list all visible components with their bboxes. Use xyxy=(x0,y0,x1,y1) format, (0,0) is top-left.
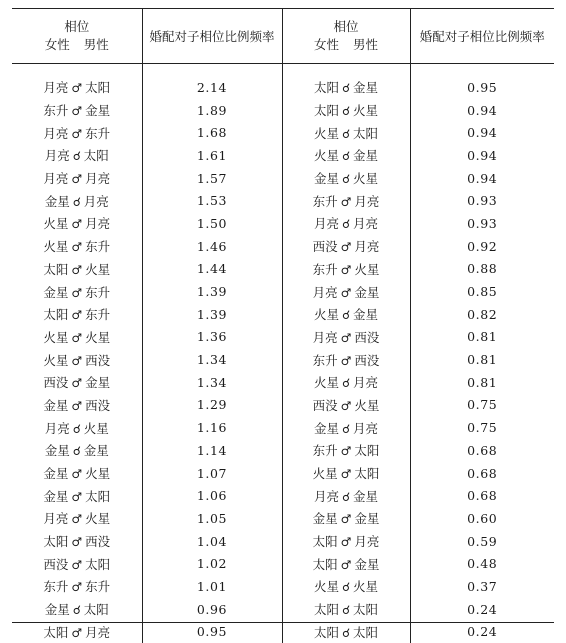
female-planet: 东升 xyxy=(313,194,338,209)
frequency-value: 0.81 xyxy=(410,371,554,394)
aspect-symbol-icon: ☌ xyxy=(342,149,350,163)
aspect-symbol-icon: ♂ xyxy=(71,308,82,322)
male-planet: 西没 xyxy=(354,353,379,368)
aspect-symbol-icon: ☌ xyxy=(73,444,81,458)
male-planet: 东升 xyxy=(85,307,110,322)
aspect-cell xyxy=(282,621,410,643)
aspect-symbol-icon: ♂ xyxy=(71,626,82,640)
aspect-cell xyxy=(282,348,410,371)
male-planet: 东升 xyxy=(85,239,110,254)
frequency-value: 0.94 xyxy=(410,99,554,122)
aspect-cell xyxy=(12,462,142,485)
frequency-value: 1.39 xyxy=(142,280,282,303)
aspect-symbol-icon: ☌ xyxy=(342,172,350,186)
female-planet: 太阳 xyxy=(43,625,68,640)
aspect-symbol-icon: ♂ xyxy=(71,354,82,368)
frequency-value: 1.34 xyxy=(142,371,282,394)
female-label: 女性 xyxy=(45,37,70,52)
male-planet: 月亮 xyxy=(85,216,110,231)
aspect-cell xyxy=(282,326,410,349)
frequency-value: 0.94 xyxy=(410,121,554,144)
female-planet: 太阳 xyxy=(314,625,339,640)
frequency-value: 0.75 xyxy=(410,416,554,439)
female-planet: 东升 xyxy=(313,353,338,368)
aspect-symbol-icon: ☌ xyxy=(342,308,350,322)
male-planet: 太阳 xyxy=(353,602,378,617)
frequency-value: 0.94 xyxy=(410,167,554,190)
table-header-row xyxy=(12,9,554,64)
table-row xyxy=(12,326,554,349)
table-row xyxy=(12,575,554,598)
frequency-value: 1.16 xyxy=(142,416,282,439)
male-planet: 金星 xyxy=(85,375,110,390)
table-row xyxy=(12,280,554,303)
spacer-row xyxy=(12,64,554,77)
aspect-cell xyxy=(282,416,410,439)
male-planet: 太阳 xyxy=(353,625,378,640)
aspect-symbol-icon: ♂ xyxy=(71,172,82,186)
female-planet: 金星 xyxy=(314,171,339,186)
aspect-symbol-icon: ☌ xyxy=(342,603,350,617)
aspect-cell xyxy=(12,99,142,122)
aspect-cell xyxy=(282,484,410,507)
frequency-value: 1.68 xyxy=(142,121,282,144)
aspect-cell xyxy=(12,258,142,281)
frequency-value: 0.68 xyxy=(410,439,554,462)
aspect-cell xyxy=(282,144,410,167)
aspect-symbol-icon: ♂ xyxy=(71,104,82,118)
male-planet: 太阳 xyxy=(85,557,110,572)
frequency-value: 1.06 xyxy=(142,484,282,507)
frequency-header-left: 婚配对子相位比例频率 xyxy=(142,9,282,64)
table-body xyxy=(12,64,554,643)
female-label: 女性 xyxy=(314,37,339,52)
aspect-cell xyxy=(12,280,142,303)
female-planet: 月亮 xyxy=(314,489,339,504)
female-planet: 火星 xyxy=(314,579,339,594)
aspect-symbol-icon: ☌ xyxy=(73,603,81,617)
female-planet: 月亮 xyxy=(313,285,338,300)
male-planet: 月亮 xyxy=(84,194,109,209)
female-planet: 月亮 xyxy=(43,126,68,141)
male-planet: 月亮 xyxy=(354,534,379,549)
female-planet: 金星 xyxy=(314,421,339,436)
aspect-symbol-icon: ☌ xyxy=(342,104,350,118)
aspect-symbol-icon: ♂ xyxy=(341,467,352,481)
male-planet: 西没 xyxy=(354,330,379,345)
frequency-value: 0.94 xyxy=(410,144,554,167)
aspect-symbol-icon: ♂ xyxy=(71,535,82,549)
frequency-value: 0.95 xyxy=(410,76,554,99)
gender-labels xyxy=(12,36,142,54)
female-planet: 火星 xyxy=(314,375,339,390)
aspect-symbol-icon: ♂ xyxy=(341,240,352,254)
frequency-value: 0.59 xyxy=(410,530,554,553)
frequency-value: 0.68 xyxy=(410,484,554,507)
aspect-symbol-icon: ♂ xyxy=(341,535,352,549)
female-planet: 金星 xyxy=(43,285,68,300)
male-planet: 月亮 xyxy=(353,375,378,390)
aspect-symbol-icon: ♂ xyxy=(71,286,82,300)
female-planet: 火星 xyxy=(43,353,68,368)
aspect-header-left xyxy=(12,9,142,64)
female-planet: 东升 xyxy=(313,443,338,458)
aspect-cell xyxy=(282,371,410,394)
aspect-cell xyxy=(12,348,142,371)
aspect-cell xyxy=(282,552,410,575)
aspect-cell xyxy=(282,99,410,122)
aspect-symbol-icon: ♂ xyxy=(71,263,82,277)
female-planet: 西没 xyxy=(313,239,338,254)
male-planet: 月亮 xyxy=(354,194,379,209)
aspect-cell xyxy=(12,598,142,621)
frequency-value: 2.14 xyxy=(142,76,282,99)
male-planet: 太阳 xyxy=(353,126,378,141)
frequency-value: 0.24 xyxy=(410,598,554,621)
aspect-symbol-icon: ☌ xyxy=(73,422,81,436)
frequency-header-right: 婚配对子相位比例频率 xyxy=(410,9,554,64)
female-planet: 太阳 xyxy=(314,80,339,95)
male-planet: 火星 xyxy=(353,171,378,186)
male-planet: 金星 xyxy=(84,443,109,458)
female-planet: 金星 xyxy=(45,602,70,617)
aspect-symbol-icon: ♂ xyxy=(71,580,82,594)
aspect-cell xyxy=(282,530,410,553)
frequency-value: 0.37 xyxy=(410,575,554,598)
aspect-symbol-icon: ♂ xyxy=(341,195,352,209)
frequency-value: 0.92 xyxy=(410,235,554,258)
frequency-value: 1.89 xyxy=(142,99,282,122)
frequency-value: 0.24 xyxy=(410,621,554,643)
frequency-value: 0.81 xyxy=(410,326,554,349)
table-row xyxy=(12,552,554,575)
aspect-cell xyxy=(282,598,410,621)
female-planet: 太阳 xyxy=(314,103,339,118)
frequency-value: 0.88 xyxy=(410,258,554,281)
female-planet: 火星 xyxy=(43,330,68,345)
male-planet: 东升 xyxy=(85,285,110,300)
table-row xyxy=(12,507,554,530)
table-row xyxy=(12,530,554,553)
male-planet: 月亮 xyxy=(353,216,378,231)
male-planet: 火星 xyxy=(84,421,109,436)
aspect-cell xyxy=(282,394,410,417)
male-planet: 太阳 xyxy=(85,80,110,95)
table-row xyxy=(12,462,554,485)
aspect-symbol-icon: ♂ xyxy=(341,558,352,572)
male-planet: 金星 xyxy=(353,307,378,322)
male-planet: 火星 xyxy=(85,262,110,277)
female-planet: 月亮 xyxy=(45,148,70,163)
table-row xyxy=(12,235,554,258)
frequency-value: 0.85 xyxy=(410,280,554,303)
aspect-cell xyxy=(12,621,142,643)
female-planet: 金星 xyxy=(45,194,70,209)
male-planet: 太阳 xyxy=(354,466,379,481)
aspect-symbol-icon: ♂ xyxy=(71,217,82,231)
aspect-header-right xyxy=(282,9,410,64)
aspect-frequency-table xyxy=(12,9,554,643)
aspect-cell xyxy=(12,303,142,326)
aspect-cell xyxy=(12,371,142,394)
frequency-value: 1.44 xyxy=(142,258,282,281)
frequency-value: 0.75 xyxy=(410,394,554,417)
aspect-symbol-icon: ♂ xyxy=(71,512,82,526)
male-planet: 太阳 xyxy=(84,602,109,617)
aspect-symbol-icon: ☌ xyxy=(342,127,350,141)
table-row xyxy=(12,371,554,394)
female-planet: 月亮 xyxy=(43,80,68,95)
male-planet: 东升 xyxy=(85,126,110,141)
aspect-symbol-icon: ☌ xyxy=(342,81,350,95)
aspect-symbol-icon: ♂ xyxy=(341,354,352,368)
aspect-cell xyxy=(12,507,142,530)
aspect-symbol-icon: ♂ xyxy=(71,127,82,141)
aspect-symbol-icon: ☌ xyxy=(342,580,350,594)
aspect-symbol-icon: ♂ xyxy=(71,376,82,390)
female-planet: 东升 xyxy=(313,262,338,277)
aspect-symbol-icon: ♂ xyxy=(71,467,82,481)
frequency-value: 0.93 xyxy=(410,189,554,212)
aspect-cell xyxy=(12,530,142,553)
aspect-cell xyxy=(12,552,142,575)
aspect-symbol-icon: ☌ xyxy=(342,490,350,504)
male-planet: 金星 xyxy=(353,80,378,95)
female-planet: 太阳 xyxy=(313,557,338,572)
aspect-cell xyxy=(12,439,142,462)
female-planet: 火星 xyxy=(314,307,339,322)
male-planet: 金星 xyxy=(354,285,379,300)
aspect-symbol-icon: ♂ xyxy=(71,331,82,345)
table-row xyxy=(12,598,554,621)
frequency-value: 0.82 xyxy=(410,303,554,326)
aspect-symbol-icon: ☌ xyxy=(342,626,350,640)
male-planet: 月亮 xyxy=(85,625,110,640)
aspect-cell xyxy=(12,575,142,598)
female-planet: 金星 xyxy=(43,466,68,481)
table-row xyxy=(12,439,554,462)
aspect-cell xyxy=(12,235,142,258)
male-planet: 月亮 xyxy=(85,171,110,186)
table-row xyxy=(12,416,554,439)
aspect-symbol-icon: ☌ xyxy=(73,195,81,209)
male-planet: 火星 xyxy=(353,103,378,118)
frequency-value: 1.36 xyxy=(142,326,282,349)
aspect-cell xyxy=(12,167,142,190)
female-planet: 太阳 xyxy=(43,534,68,549)
table-row xyxy=(12,76,554,99)
aspect-label: 相位 xyxy=(12,18,142,36)
aspect-cell xyxy=(282,121,410,144)
aspect-symbol-icon: ☌ xyxy=(73,149,81,163)
male-label: 男性 xyxy=(353,37,378,52)
frequency-value: 1.07 xyxy=(142,462,282,485)
aspect-symbol-icon: ♂ xyxy=(341,512,352,526)
aspect-symbol-icon: ☌ xyxy=(342,422,350,436)
table-row xyxy=(12,121,554,144)
male-planet: 金星 xyxy=(353,489,378,504)
female-planet: 西没 xyxy=(43,557,68,572)
male-planet: 太阳 xyxy=(84,148,109,163)
male-planet: 火星 xyxy=(85,466,110,481)
female-planet: 月亮 xyxy=(43,511,68,526)
frequency-value: 1.50 xyxy=(142,212,282,235)
female-planet: 金星 xyxy=(43,489,68,504)
aspect-symbol-icon: ♂ xyxy=(341,444,352,458)
frequency-value: 1.29 xyxy=(142,394,282,417)
aspect-cell xyxy=(12,326,142,349)
male-planet: 金星 xyxy=(354,511,379,526)
aspect-symbol-icon: ♂ xyxy=(341,263,352,277)
aspect-symbol-icon: ♂ xyxy=(341,331,352,345)
male-label: 男性 xyxy=(84,37,109,52)
aspect-cell xyxy=(282,212,410,235)
frequency-value: 1.46 xyxy=(142,235,282,258)
frequency-value: 1.57 xyxy=(142,167,282,190)
table-row xyxy=(12,167,554,190)
aspect-cell xyxy=(282,76,410,99)
frequency-value: 1.39 xyxy=(142,303,282,326)
aspect-cell xyxy=(12,144,142,167)
frequency-value: 0.48 xyxy=(410,552,554,575)
frequency-value: 0.96 xyxy=(142,598,282,621)
female-planet: 太阳 xyxy=(43,307,68,322)
frequency-value: 0.81 xyxy=(410,348,554,371)
table-row xyxy=(12,258,554,281)
table-row xyxy=(12,484,554,507)
male-planet: 金星 xyxy=(353,148,378,163)
aspect-symbol-icon: ♂ xyxy=(71,240,82,254)
frequency-value: 0.60 xyxy=(410,507,554,530)
female-planet: 月亮 xyxy=(313,330,338,345)
aspect-cell xyxy=(12,121,142,144)
male-planet: 西没 xyxy=(85,534,110,549)
male-planet: 火星 xyxy=(354,398,379,413)
frequency-value: 1.02 xyxy=(142,552,282,575)
female-planet: 太阳 xyxy=(314,602,339,617)
aspect-symbol-icon: ☌ xyxy=(342,376,350,390)
gender-labels xyxy=(283,36,410,54)
aspect-cell xyxy=(282,507,410,530)
female-planet: 东升 xyxy=(43,103,68,118)
aspect-cell xyxy=(12,189,142,212)
female-planet: 月亮 xyxy=(43,171,68,186)
aspect-cell xyxy=(282,462,410,485)
frequency-value: 0.93 xyxy=(410,212,554,235)
male-planet: 太阳 xyxy=(85,489,110,504)
frequency-table-frame xyxy=(12,8,554,623)
female-planet: 火星 xyxy=(314,126,339,141)
aspect-symbol-icon: ☌ xyxy=(342,217,350,231)
frequency-value: 1.05 xyxy=(142,507,282,530)
table-row xyxy=(12,303,554,326)
male-planet: 月亮 xyxy=(354,239,379,254)
male-planet: 金星 xyxy=(354,557,379,572)
frequency-value: 0.68 xyxy=(410,462,554,485)
frequency-value: 0.95 xyxy=(142,621,282,643)
aspect-cell xyxy=(282,439,410,462)
male-planet: 火星 xyxy=(85,330,110,345)
frequency-value: 1.01 xyxy=(142,575,282,598)
frequency-value: 1.34 xyxy=(142,348,282,371)
aspect-cell xyxy=(282,189,410,212)
male-planet: 太阳 xyxy=(354,443,379,458)
aspect-label: 相位 xyxy=(283,18,410,36)
male-planet: 东升 xyxy=(85,579,110,594)
male-planet: 火星 xyxy=(85,511,110,526)
male-planet: 火星 xyxy=(354,262,379,277)
frequency-value: 1.53 xyxy=(142,189,282,212)
aspect-cell xyxy=(12,416,142,439)
table-row xyxy=(12,621,554,643)
female-planet: 金星 xyxy=(313,511,338,526)
table-row xyxy=(12,189,554,212)
aspect-cell xyxy=(282,303,410,326)
aspect-symbol-icon: ♂ xyxy=(71,490,82,504)
aspect-cell xyxy=(12,212,142,235)
aspect-symbol-icon: ♂ xyxy=(71,399,82,413)
table-row xyxy=(12,99,554,122)
female-planet: 太阳 xyxy=(43,262,68,277)
female-planet: 西没 xyxy=(313,398,338,413)
female-planet: 太阳 xyxy=(313,534,338,549)
female-planet: 月亮 xyxy=(45,421,70,436)
aspect-cell xyxy=(282,167,410,190)
male-planet: 火星 xyxy=(353,579,378,594)
aspect-cell xyxy=(12,484,142,507)
female-planet: 月亮 xyxy=(314,216,339,231)
aspect-cell xyxy=(12,76,142,99)
female-planet: 火星 xyxy=(43,216,68,231)
aspect-cell xyxy=(282,235,410,258)
table-row xyxy=(12,348,554,371)
table-row xyxy=(12,394,554,417)
aspect-cell xyxy=(282,575,410,598)
aspect-symbol-icon: ♂ xyxy=(341,286,352,300)
aspect-symbol-icon: ♂ xyxy=(341,399,352,413)
male-planet: 西没 xyxy=(85,398,110,413)
female-planet: 金星 xyxy=(43,398,68,413)
aspect-symbol-icon: ♂ xyxy=(71,81,82,95)
female-planet: 火星 xyxy=(314,148,339,163)
table-row xyxy=(12,144,554,167)
table-row xyxy=(12,212,554,235)
male-planet: 金星 xyxy=(85,103,110,118)
male-planet: 西没 xyxy=(85,353,110,368)
female-planet: 火星 xyxy=(43,239,68,254)
male-planet: 月亮 xyxy=(353,421,378,436)
female-planet: 金星 xyxy=(45,443,70,458)
female-planet: 火星 xyxy=(313,466,338,481)
female-planet: 东升 xyxy=(43,579,68,594)
aspect-cell xyxy=(12,394,142,417)
female-planet: 西没 xyxy=(43,375,68,390)
aspect-symbol-icon: ♂ xyxy=(71,558,82,572)
aspect-cell xyxy=(282,258,410,281)
frequency-value: 1.04 xyxy=(142,530,282,553)
frequency-value: 1.61 xyxy=(142,144,282,167)
aspect-cell xyxy=(282,280,410,303)
frequency-value: 1.14 xyxy=(142,439,282,462)
